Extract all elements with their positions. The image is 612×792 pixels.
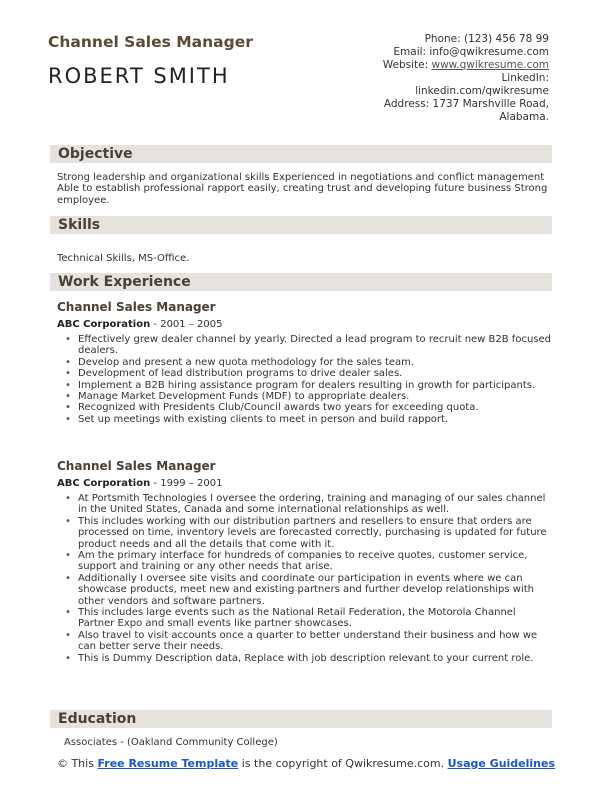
list-item: • Additionally I oversee site visits and coordinate our participation in events where we can showcase products, meet new and existing partners and further develop relationships with other vendors and software partners. [65, 573, 552, 607]
job-1-title: Channel Sales Manager [57, 300, 216, 314]
list-item: • Also travel to visit accounts once a quarter to better understand their business and how we can better serve their needs. [65, 630, 552, 653]
list-item: • This is Dummy Description data, Replace with job description relevant to your current role. [65, 653, 552, 664]
section-title-skills: Skills [58, 217, 101, 233]
free-resume-template-link[interactable]: Free Resume Template [97, 757, 239, 770]
section-header-education [50, 710, 552, 728]
section-header-objective [50, 145, 552, 163]
footer-prefix: © This [56, 757, 98, 770]
footer-middle: is the copyright of Qwikresume.com. [238, 757, 448, 770]
job-2-company-line [57, 478, 222, 489]
usage-guidelines-link[interactable]: Usage Guidelines [447, 757, 556, 770]
objective-text: Strong leadership and organizational skills Experienced in negotiations and conflict management Able to establish professional rapport easily, creating trust and developing future business Strong employee. [57, 172, 548, 206]
job-2-company: ABC Corporation [57, 478, 151, 489]
list-item: • Manage Market Development Funds (MDF) to appropriate dealers. [65, 391, 552, 402]
website-label: Website: [382, 59, 432, 71]
section-title-objective: Objective [58, 146, 133, 162]
contact-linkedin-label: LinkedIn: [501, 72, 549, 84]
job-2-dates: - 1999 – 2001 [150, 478, 223, 489]
list-item: • At Portsmith Technologies I oversee the ordering, training and managing of our sales channel in the United States, Canada and some international relationships as well. [65, 493, 552, 516]
contact-address-line2: Alabama. [499, 111, 549, 123]
contact-phone: Phone: (123) 456 78 99 [424, 33, 549, 45]
list-item: • Am the primary interface for hundreds of companies to receive quotes, customer service, support and training or any other needs that arise. [65, 550, 552, 573]
list-item: • Development of lead distribution programs to drive dealer sales. [65, 368, 552, 379]
job-1-company-line [57, 319, 222, 330]
section-header-skills [50, 216, 552, 234]
list-item: • Recognized with Presidents Club/Council awards two years for exceeding quota. [65, 402, 552, 413]
contact-linkedin-value: linkedin.com/qwikresume [415, 85, 549, 97]
education-text: Associates - (Oakland Community College) [64, 737, 278, 748]
skills-text: Technical Skills, MS-Office. [57, 253, 190, 264]
footer-copyright [0, 757, 612, 770]
list-item: • Develop and present a new quota methodology for the sales team. [65, 357, 552, 368]
section-title-education: Education [58, 711, 137, 727]
website-link[interactable]: www.qwikresume.com [431, 59, 549, 71]
list-item: • This includes working with our distribution partners and resellers to ensure that orders are processed on time, inventory levels are forecasted correctly, purchasing is updated for future product needs and all the details that come with it. [65, 516, 552, 550]
candidate-name: ROBERT SMITH [48, 64, 230, 88]
section-header-work-experience [50, 273, 552, 291]
job-2-title: Channel Sales Manager [57, 459, 216, 473]
job-1-dates: - 2001 – 2005 [150, 319, 223, 330]
job-1-company: ABC Corporation [57, 319, 151, 330]
list-item: • This includes large events such as the National Retail Federation, the Motorola Channel Partner Expo and small events like partner showcases. [65, 607, 552, 630]
contact-email: Email: info@qwikresume.com [393, 46, 549, 58]
job-1-bullets [65, 334, 552, 425]
header-job-title: Channel Sales Manager [48, 33, 253, 51]
section-title-work-experience: Work Experience [58, 274, 191, 290]
list-item: • Set up meetings with existing clients to meet in person and build rapport. [65, 414, 552, 425]
contact-block [309, 33, 549, 124]
job-2-bullets [65, 493, 552, 664]
contact-website [309, 59, 549, 72]
contact-address-line1: Address: 1737 Marshville Road, [383, 98, 549, 110]
list-item: • Implement a B2B hiring assistance program for dealers resulting in growth for participants. [65, 380, 552, 391]
list-item: • Effectively grew dealer channel by yearly. Directed a lead program to recruit new B2B focused dealers. [65, 334, 552, 357]
